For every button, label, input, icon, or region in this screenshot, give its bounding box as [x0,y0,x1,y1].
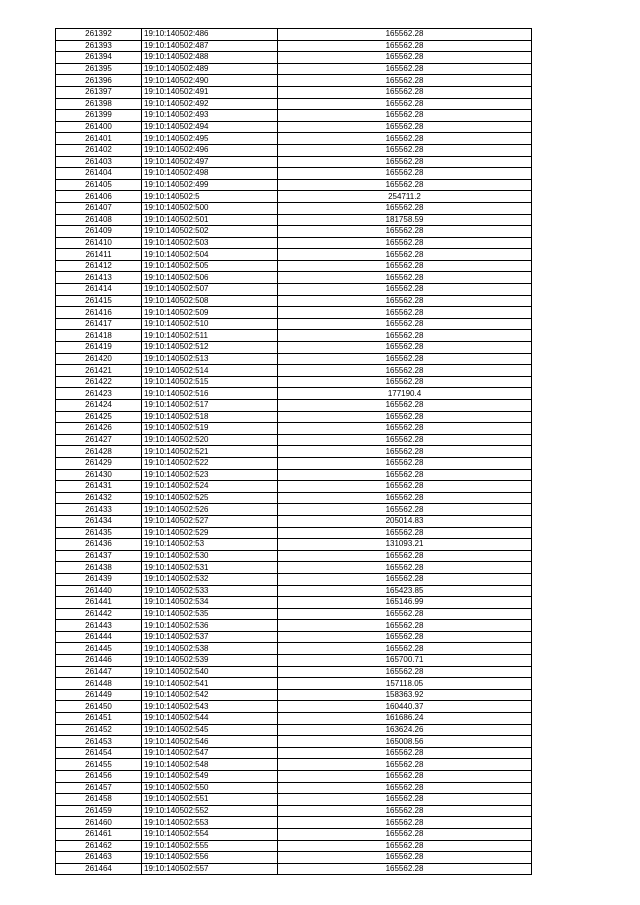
cell-record-id: 261441 [56,597,142,609]
cell-code: 19:10:140502:491 [142,86,278,98]
cell-record-id: 261426 [56,423,142,435]
table-row [56,121,532,133]
cell-code: 19:10:140502:544 [142,713,278,725]
cell-record-id: 261393 [56,40,142,52]
cell-value: 165562.28 [278,620,532,632]
cell-value: 165562.28 [278,400,532,412]
cell-code: 19:10:140502:496 [142,144,278,156]
cell-record-id: 261455 [56,759,142,771]
cell-record-id: 261433 [56,504,142,516]
cell-record-id: 261419 [56,342,142,354]
cell-code: 19:10:140502:503 [142,237,278,249]
cell-record-id: 261396 [56,75,142,87]
cell-record-id: 261428 [56,446,142,458]
table-row [56,481,532,493]
cell-code: 19:10:140502:557 [142,863,278,875]
cell-code: 19:10:140502:487 [142,40,278,52]
cell-value: 165562.28 [278,226,532,238]
cell-code: 19:10:140502:500 [142,202,278,214]
cell-code: 19:10:140502:529 [142,527,278,539]
cell-code: 19:10:140502:526 [142,504,278,516]
table-row [56,284,532,296]
cell-value: 165562.28 [278,144,532,156]
cell-code: 19:10:140502:486 [142,29,278,41]
table-row [56,63,532,75]
cell-code: 19:10:140502:545 [142,724,278,736]
cell-value: 165562.28 [278,747,532,759]
table-row [56,736,532,748]
cell-value: 165562.28 [278,852,532,864]
cell-value: 160440.37 [278,701,532,713]
cell-value: 165562.28 [278,295,532,307]
cell-code: 19:10:140502:488 [142,52,278,64]
table-row [56,318,532,330]
table-row [56,620,532,632]
table-row [56,98,532,110]
table-row [56,585,532,597]
cell-value: 254711.2 [278,191,532,203]
cell-code: 19:10:140502:532 [142,573,278,585]
table-row [56,689,532,701]
table-row [56,863,532,875]
cell-value: 165562.28 [278,492,532,504]
cell-code: 19:10:140502:510 [142,318,278,330]
cell-record-id: 261463 [56,852,142,864]
cell-value: 165562.28 [278,631,532,643]
table-row [56,817,532,829]
cell-value: 165562.28 [278,782,532,794]
table-row [56,747,532,759]
cell-code: 19:10:140502:525 [142,492,278,504]
cell-code: 19:10:140502:505 [142,260,278,272]
cell-code: 19:10:140502:506 [142,272,278,284]
cell-code: 19:10:140502:524 [142,481,278,493]
cell-code: 19:10:140502:522 [142,457,278,469]
cell-value: 165562.28 [278,771,532,783]
cell-code: 19:10:140502:538 [142,643,278,655]
table-row [56,144,532,156]
cell-record-id: 261438 [56,562,142,574]
table-row [56,29,532,41]
cell-record-id: 261429 [56,457,142,469]
cell-code: 19:10:140502:519 [142,423,278,435]
cell-code: 19:10:140502:517 [142,400,278,412]
cell-code: 19:10:140502:547 [142,747,278,759]
cell-value: 165562.28 [278,98,532,110]
cell-value: 165008.56 [278,736,532,748]
cell-record-id: 261414 [56,284,142,296]
cell-value: 165562.28 [278,63,532,75]
cell-value: 165562.28 [278,52,532,64]
cell-value: 165562.28 [278,40,532,52]
cell-record-id: 261400 [56,121,142,133]
cell-value: 165562.28 [278,457,532,469]
cell-code: 19:10:140502:555 [142,840,278,852]
cell-code: 19:10:140502:539 [142,655,278,667]
cell-record-id: 261454 [56,747,142,759]
cell-value: 165562.28 [278,411,532,423]
cell-value: 165562.28 [278,353,532,365]
cell-value: 165562.28 [278,110,532,122]
cell-value: 165562.28 [278,156,532,168]
cell-code: 19:10:140502:550 [142,782,278,794]
cell-record-id: 261458 [56,794,142,806]
cell-record-id: 261462 [56,840,142,852]
cell-record-id: 261446 [56,655,142,667]
cell-record-id: 261417 [56,318,142,330]
cell-value: 165562.28 [278,249,532,261]
cell-record-id: 261443 [56,620,142,632]
table-row [56,179,532,191]
table-row [56,794,532,806]
cell-record-id: 261440 [56,585,142,597]
table-row [56,156,532,168]
cell-record-id: 261459 [56,805,142,817]
cell-record-id: 261457 [56,782,142,794]
cell-value: 165562.28 [278,434,532,446]
cell-record-id: 261456 [56,771,142,783]
cell-value: 165562.28 [278,817,532,829]
cell-value: 165562.28 [278,330,532,342]
cell-value: 165423.85 [278,585,532,597]
cell-code: 19:10:140502:533 [142,585,278,597]
cell-code: 19:10:140502:511 [142,330,278,342]
table-row [56,330,532,342]
cell-record-id: 261416 [56,307,142,319]
cell-code: 19:10:140502:514 [142,365,278,377]
cell-code: 19:10:140502:530 [142,550,278,562]
cell-record-id: 261422 [56,376,142,388]
cell-code: 19:10:140502:507 [142,284,278,296]
table-row [56,678,532,690]
cell-record-id: 261411 [56,249,142,261]
table-row [56,388,532,400]
cell-value: 165562.28 [278,608,532,620]
cell-code: 19:10:140502:5 [142,191,278,203]
cell-value: 165146.99 [278,597,532,609]
cell-record-id: 261424 [56,400,142,412]
table-row [56,492,532,504]
table-row [56,191,532,203]
table-row [56,469,532,481]
table-row [56,237,532,249]
table-row [56,840,532,852]
table-row [56,713,532,725]
cell-record-id: 261460 [56,817,142,829]
table-row [56,539,532,551]
table-row [56,168,532,180]
cell-code: 19:10:140502:515 [142,376,278,388]
cell-record-id: 261447 [56,666,142,678]
table-row [56,260,532,272]
cell-value: 165562.28 [278,527,532,539]
table-row [56,423,532,435]
table-row [56,457,532,469]
cell-code: 19:10:140502:499 [142,179,278,191]
table-row [56,434,532,446]
cell-record-id: 261392 [56,29,142,41]
cell-value: 165562.28 [278,562,532,574]
cell-value: 165562.28 [278,168,532,180]
cell-code: 19:10:140502:546 [142,736,278,748]
cell-value: 177190.4 [278,388,532,400]
cell-value: 165562.28 [278,446,532,458]
table-row [56,365,532,377]
cell-record-id: 261442 [56,608,142,620]
table-row [56,86,532,98]
table-row [56,446,532,458]
cell-code: 19:10:140502:508 [142,295,278,307]
table-row [56,133,532,145]
cell-code: 19:10:140502:504 [142,249,278,261]
table-row [56,295,532,307]
cell-code: 19:10:140502:509 [142,307,278,319]
cell-code: 19:10:140502:513 [142,353,278,365]
table-row [56,515,532,527]
cell-code: 19:10:140502:53 [142,539,278,551]
cell-code: 19:10:140502:521 [142,446,278,458]
cell-record-id: 261412 [56,260,142,272]
table-row [56,214,532,226]
cell-record-id: 261451 [56,713,142,725]
cell-value: 205014.83 [278,515,532,527]
cell-code: 19:10:140502:490 [142,75,278,87]
cell-value: 165562.28 [278,828,532,840]
cell-value: 163624.26 [278,724,532,736]
cell-value: 165562.28 [278,75,532,87]
cell-code: 19:10:140502:494 [142,121,278,133]
cell-record-id: 261405 [56,179,142,191]
cell-code: 19:10:140502:531 [142,562,278,574]
data-table [55,28,532,875]
cell-record-id: 261404 [56,168,142,180]
table-row [56,376,532,388]
cell-value: 165562.28 [278,805,532,817]
cell-value: 131093.21 [278,539,532,551]
cell-value: 165562.28 [278,284,532,296]
cell-record-id: 261403 [56,156,142,168]
cell-value: 165562.28 [278,237,532,249]
cell-code: 19:10:140502:523 [142,469,278,481]
cell-code: 19:10:140502:552 [142,805,278,817]
cell-value: 165562.28 [278,481,532,493]
cell-record-id: 261444 [56,631,142,643]
cell-value: 165562.28 [278,342,532,354]
table-row [56,852,532,864]
cell-value: 165562.28 [278,469,532,481]
cell-value: 165562.28 [278,504,532,516]
table-row [56,805,532,817]
cell-code: 19:10:140502:495 [142,133,278,145]
cell-code: 19:10:140502:497 [142,156,278,168]
cell-value: 165562.28 [278,318,532,330]
table-row [56,550,532,562]
cell-code: 19:10:140502:535 [142,608,278,620]
table-row [56,608,532,620]
cell-code: 19:10:140502:536 [142,620,278,632]
table-row [56,202,532,214]
table-row [56,411,532,423]
cell-code: 19:10:140502:543 [142,701,278,713]
table-row [56,782,532,794]
cell-code: 19:10:140502:542 [142,689,278,701]
cell-record-id: 261395 [56,63,142,75]
table-row [56,52,532,64]
cell-record-id: 261401 [56,133,142,145]
cell-record-id: 261437 [56,550,142,562]
table-row [56,307,532,319]
cell-value: 181758.59 [278,214,532,226]
cell-code: 19:10:140502:489 [142,63,278,75]
table-row [56,759,532,771]
cell-record-id: 261408 [56,214,142,226]
cell-record-id: 261413 [56,272,142,284]
cell-record-id: 261427 [56,434,142,446]
cell-value: 165562.28 [278,272,532,284]
table-row [56,597,532,609]
cell-record-id: 261431 [56,481,142,493]
cell-record-id: 261394 [56,52,142,64]
cell-value: 158363.92 [278,689,532,701]
table-row [56,828,532,840]
table-row [56,353,532,365]
cell-record-id: 261406 [56,191,142,203]
cell-value: 161686.24 [278,713,532,725]
cell-value: 165562.28 [278,550,532,562]
cell-code: 19:10:140502:548 [142,759,278,771]
cell-record-id: 261436 [56,539,142,551]
document-page [55,28,531,875]
cell-code: 19:10:140502:537 [142,631,278,643]
cell-value: 165562.28 [278,863,532,875]
cell-code: 19:10:140502:502 [142,226,278,238]
cell-value: 157118.05 [278,678,532,690]
cell-value: 165562.28 [278,573,532,585]
cell-record-id: 261397 [56,86,142,98]
cell-code: 19:10:140502:556 [142,852,278,864]
cell-record-id: 261430 [56,469,142,481]
cell-code: 19:10:140502:516 [142,388,278,400]
cell-record-id: 261453 [56,736,142,748]
cell-code: 19:10:140502:492 [142,98,278,110]
table-row [56,272,532,284]
cell-value: 165562.28 [278,133,532,145]
table-row [56,655,532,667]
cell-value: 165562.28 [278,86,532,98]
cell-code: 19:10:140502:512 [142,342,278,354]
cell-record-id: 261452 [56,724,142,736]
cell-record-id: 261445 [56,643,142,655]
cell-value: 165562.28 [278,423,532,435]
cell-record-id: 261418 [56,330,142,342]
cell-value: 165562.28 [278,794,532,806]
cell-value: 165562.28 [278,260,532,272]
cell-code: 19:10:140502:527 [142,515,278,527]
table-row [56,342,532,354]
table-body [56,29,532,875]
table-row [56,573,532,585]
table-row [56,226,532,238]
cell-code: 19:10:140502:549 [142,771,278,783]
cell-value: 165562.28 [278,202,532,214]
table-row [56,724,532,736]
cell-record-id: 261432 [56,492,142,504]
cell-record-id: 261449 [56,689,142,701]
cell-code: 19:10:140502:501 [142,214,278,226]
cell-record-id: 261398 [56,98,142,110]
cell-code: 19:10:140502:554 [142,828,278,840]
cell-record-id: 261415 [56,295,142,307]
cell-value: 165562.28 [278,179,532,191]
table-row [56,771,532,783]
cell-code: 19:10:140502:541 [142,678,278,690]
table-row [56,631,532,643]
cell-record-id: 261439 [56,573,142,585]
cell-value: 165562.28 [278,376,532,388]
table-row [56,562,532,574]
cell-value: 165562.28 [278,759,532,771]
table-row [56,75,532,87]
cell-record-id: 261420 [56,353,142,365]
cell-record-id: 261464 [56,863,142,875]
cell-record-id: 261409 [56,226,142,238]
cell-code: 19:10:140502:518 [142,411,278,423]
cell-record-id: 261402 [56,144,142,156]
cell-code: 19:10:140502:534 [142,597,278,609]
cell-value: 165562.28 [278,121,532,133]
cell-record-id: 261425 [56,411,142,423]
cell-record-id: 261450 [56,701,142,713]
cell-value: 165562.28 [278,29,532,41]
cell-value: 165562.28 [278,840,532,852]
cell-code: 19:10:140502:551 [142,794,278,806]
table-row [56,504,532,516]
cell-record-id: 261435 [56,527,142,539]
cell-record-id: 261461 [56,828,142,840]
table-row [56,249,532,261]
cell-value: 165562.28 [278,643,532,655]
cell-value: 165562.28 [278,307,532,319]
table-row [56,701,532,713]
cell-code: 19:10:140502:498 [142,168,278,180]
cell-record-id: 261410 [56,237,142,249]
table-row [56,40,532,52]
cell-record-id: 261423 [56,388,142,400]
cell-code: 19:10:140502:520 [142,434,278,446]
cell-code: 19:10:140502:493 [142,110,278,122]
cell-record-id: 261434 [56,515,142,527]
cell-value: 165562.28 [278,666,532,678]
table-row [56,110,532,122]
cell-record-id: 261399 [56,110,142,122]
table-row [56,400,532,412]
cell-record-id: 261407 [56,202,142,214]
cell-code: 19:10:140502:553 [142,817,278,829]
cell-value: 165562.28 [278,365,532,377]
table-row [56,666,532,678]
cell-code: 19:10:140502:540 [142,666,278,678]
table-row [56,643,532,655]
cell-record-id: 261448 [56,678,142,690]
table-row [56,527,532,539]
cell-value: 165700.71 [278,655,532,667]
cell-record-id: 261421 [56,365,142,377]
